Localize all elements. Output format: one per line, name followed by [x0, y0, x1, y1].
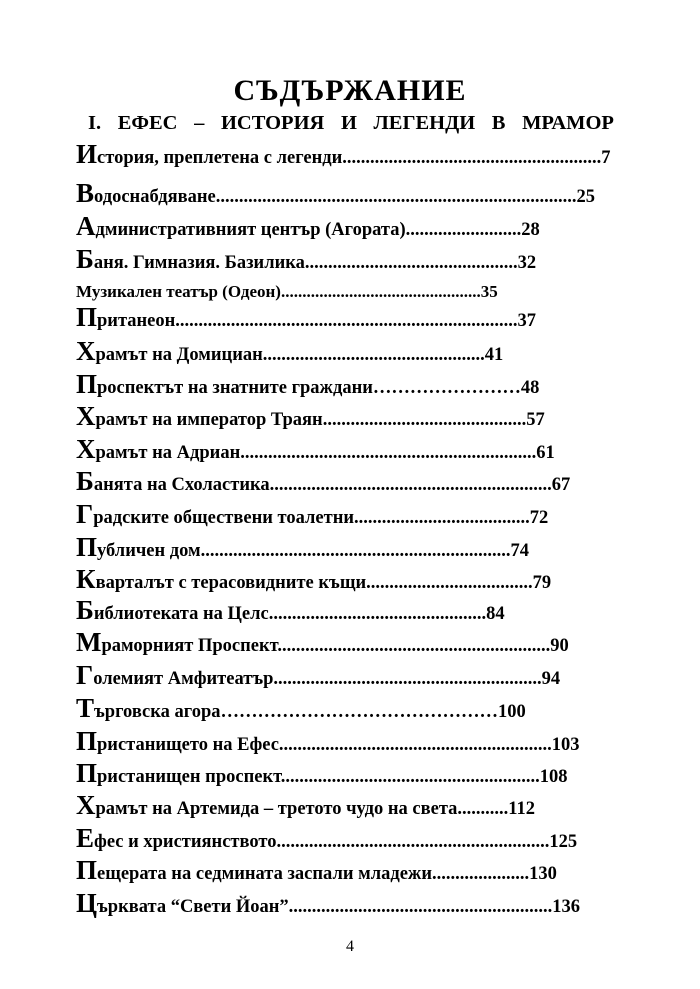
section-heading	[88, 112, 614, 135]
entry-initial: П	[76, 532, 98, 562]
toc-entry	[76, 662, 560, 692]
entry-initial: М	[76, 627, 102, 657]
toc-entry	[76, 695, 526, 725]
toc-entry	[76, 436, 555, 466]
section-word: –	[194, 112, 205, 134]
entry-initial: Х	[76, 790, 96, 820]
toc-entry	[76, 213, 540, 243]
entry-initial: Г	[76, 660, 94, 690]
entry-initial: П	[76, 302, 98, 332]
entry-text: ърквата “Свети Йоан”.........................................................136	[97, 897, 581, 917]
entry-text: ърговска агора………………………………………100	[94, 702, 526, 722]
entry-initial: Ц	[76, 888, 98, 918]
entry-text: радските обществени тоалетни......................................72	[93, 508, 549, 528]
section-word: I.	[88, 112, 102, 134]
entry-text: варталът с терасовидните къщи....................................79	[95, 573, 552, 593]
toc-title: СЪДЪРЖАНИЕ	[233, 74, 467, 107]
entry-text: Музикален театър (Одеон)...............................................35	[76, 282, 498, 301]
toc-entry	[76, 141, 611, 171]
toc-entry	[76, 338, 503, 368]
toc-entry	[76, 371, 539, 401]
entry-initial: Б	[76, 466, 94, 496]
entry-initial: Г	[76, 499, 94, 529]
entry-text: ристанищен проспект........................................................108	[97, 767, 568, 787]
entry-text: фес и християнството...........................................................125	[94, 832, 578, 852]
entry-initial: А	[76, 211, 96, 241]
entry-text: ещерата на седмината заспали младежи.....................130	[97, 864, 557, 884]
entry-text: раморният Проспект...........................................................90	[101, 636, 569, 656]
entry-initial: Е	[76, 823, 95, 853]
entry-initial: Х	[76, 401, 96, 431]
toc-entry	[76, 825, 577, 855]
entry-text: одоснабдяване..............................................................................25	[94, 187, 595, 207]
toc-entry	[76, 597, 505, 627]
entry-text: анята на Схоластика.............................................................67	[93, 475, 571, 495]
toc-entry	[76, 275, 498, 305]
entry-initial: Т	[76, 693, 95, 723]
toc-entry	[76, 180, 595, 210]
toc-entry	[76, 890, 580, 920]
section-word: ЕФЕС	[117, 112, 178, 134]
toc-entry	[76, 728, 580, 758]
entry-initial: И	[76, 139, 98, 169]
entry-text: иблиотеката на Целс...............................................84	[93, 604, 505, 624]
toc-entry	[76, 304, 536, 334]
entry-initial: П	[76, 369, 98, 399]
toc-entry	[76, 534, 529, 564]
toc-entry	[76, 566, 551, 596]
section-word: ИСТОРИЯ	[220, 112, 325, 134]
entry-initial: П	[76, 726, 98, 756]
entry-initial: В	[76, 178, 95, 208]
entry-initial: Х	[76, 336, 96, 366]
toc-entry	[76, 857, 557, 887]
toc-entry	[76, 629, 569, 659]
entry-text: дминистративният център (Агората).........................28	[95, 220, 540, 240]
entry-initial: П	[76, 855, 98, 885]
section-word: И	[340, 112, 357, 134]
entry-initial: К	[76, 564, 96, 594]
entry-text: рамът на Адриан................................................................61	[95, 443, 555, 463]
entry-initial: Б	[76, 244, 94, 274]
entry-text: убличен дом...................................................................74	[97, 541, 530, 561]
toc-entry	[76, 468, 570, 498]
section-word: ЛЕГЕНДИ	[373, 112, 476, 134]
entry-initial: Б	[76, 595, 94, 625]
entry-text: олемият Амфитеатър..........................................................94	[93, 669, 561, 689]
section-word: В	[491, 112, 506, 134]
entry-text: роспектът на знатните граждани……………………48	[97, 378, 540, 398]
toc-entry	[76, 501, 548, 531]
entry-text: стория, преплетена с легенди........................................................7	[97, 148, 611, 168]
toc-entry	[76, 246, 536, 276]
toc-entry	[76, 792, 535, 822]
toc-entry	[76, 403, 545, 433]
entry-text: ританеон..........................................................................37	[97, 311, 537, 331]
entry-text: аня. Гимназия. Базилика..............................................32	[93, 253, 537, 273]
entry-text: ристанището на Ефес...........................................................103	[97, 735, 580, 755]
section-word: МРАМОР	[522, 112, 614, 134]
page-number: 4	[346, 938, 354, 955]
toc-entry	[76, 760, 568, 790]
entry-initial: П	[76, 758, 98, 788]
entry-text: рамът на Артемида – третото чудо на света...........112	[95, 799, 535, 819]
entry-initial: Х	[76, 434, 96, 464]
entry-text: рамът на Домициан................................................41	[95, 345, 504, 365]
entry-text: рамът на император Траян............................................57	[95, 410, 545, 430]
